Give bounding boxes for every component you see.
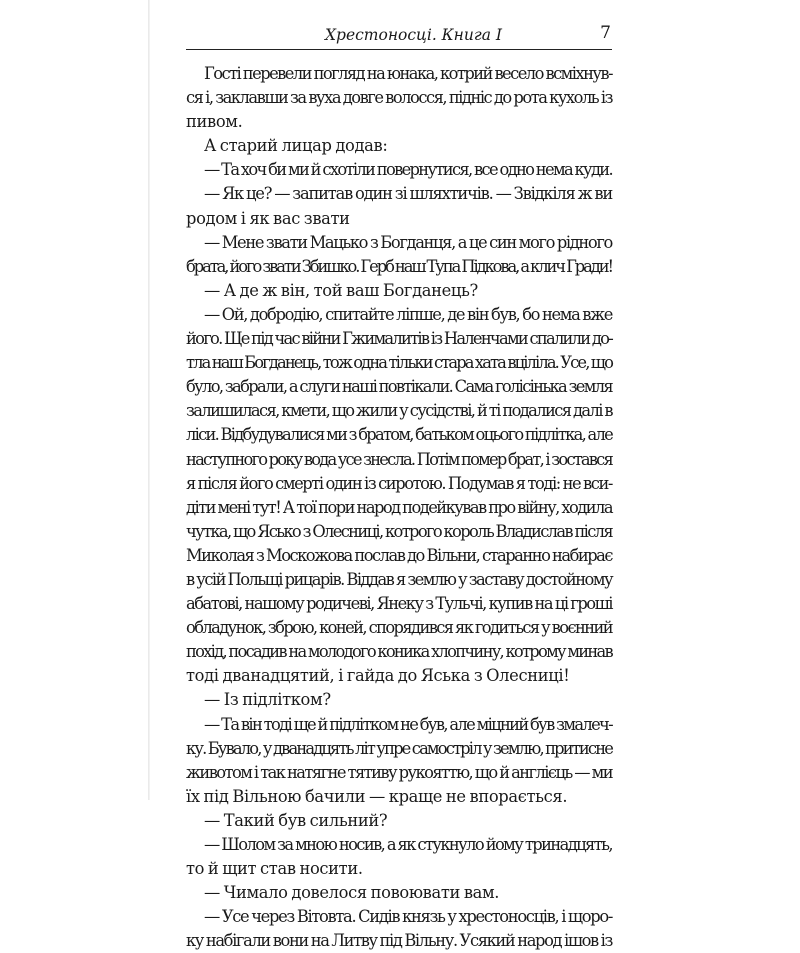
text-line: їх під Вільною бачили — краще не впорається. <box>186 786 568 806</box>
text-line: — Мене звати Мацько з Богданця, а це син мого рідного <box>204 232 612 252</box>
page-gutter-edge <box>148 0 150 800</box>
text-line: ліси. Відбудувалися ми з братом, батьком оцього підлітка, але <box>186 425 612 445</box>
text-line: похід, посадив на молодого коника хлопчину, котрому минав <box>186 642 612 662</box>
text-line: ся і, заклавши за вуха довге волосся, підніс до рота кухоль із <box>186 88 612 108</box>
text-line: — Та він тоді ще й підлітком не був, але міцний був змалеч- <box>204 714 612 734</box>
text-line: родом і як вас звати <box>186 208 350 228</box>
text-line: було, забрали, а слуги наші повтікали. Сама голісінька земля <box>186 377 612 397</box>
text-line: наступного року вода усе знесла. Потім помер брат, і зостався <box>186 449 612 469</box>
text-line: А старий лицар додав: <box>204 136 388 156</box>
text-line: ку. Бувало, у дванадцять літ упре самостріл у землю, притисне <box>186 738 612 758</box>
text-line: тоді дванадцятий, і гайда до Яська з Олесниці! <box>186 666 570 686</box>
text-line: — Із підлітком? <box>204 690 331 710</box>
text-line: — А де ж він, той ваш Богданець? <box>204 280 478 300</box>
text-line: тла наш Богданець, тож одна тільки стара хата вціліла. Усе, що <box>186 353 612 373</box>
text-line: я після його смерті один із сиротою. Подумав я тоді: не вси- <box>186 473 612 493</box>
text-line: Гості перевели погляд на юнака, котрий весело всміхнув- <box>204 64 612 83</box>
text-line: то й щит став носити. <box>186 859 363 879</box>
text-line: брата, його звати Збишко. Герб наш Тупа Підкова, а клич Гради! <box>186 256 612 276</box>
running-header <box>186 17 612 50</box>
text-line: обладунок, зброю, коней, спорядився як годиться у воєнний <box>186 618 612 638</box>
text-line: — Шолом за мною носив, а як стукнуло йому тринадцять, <box>204 835 612 854</box>
text-line: ку набігали вони на Литву під Вільну. Усякий народ ішов із <box>186 931 612 951</box>
text-line: діти мені тут! А тої пори народ подейкував про війну, ходила <box>186 497 612 517</box>
page-number: 7 <box>600 23 611 43</box>
text-line: — Та хоч би ми й схотіли повернутися, все одно нема куди. <box>204 160 612 180</box>
running-title: Хрестоносці. Книга I <box>324 26 502 44</box>
text-line: пивом. <box>186 112 243 132</box>
text-line: — Як це? — запитав один зі шляхтичів. — Звідкіля ж ви <box>204 184 612 204</box>
text-line: його. Ще під час війни Гжималитів із Наленчами спалили до- <box>186 329 612 349</box>
text-line: абатові, нашому родичеві, Янеку з Тульчі, купив на ці гроші <box>186 594 612 614</box>
text-line: — Ой, добродію, спитайте ліпше, де він був, бо нема вже <box>204 304 612 324</box>
body-text <box>186 62 612 951</box>
text-line: в усій Польщі рицарів. Віддав я землю у заставу достойному <box>186 569 612 589</box>
text-line: — Чимало довелося повоювати вам. <box>204 883 500 903</box>
text-line: — Усе через Вітовта. Сидів князь у хрестоносців, і щоро- <box>204 907 612 927</box>
text-line: Миколая з Москожова послав до Вільни, старанно набирає <box>186 545 612 565</box>
text-line: — Такий був сильний? <box>204 810 388 830</box>
text-line: животом і так натягне тятиву рукояттю, що й англієць — ми <box>186 762 612 782</box>
text-line: залишилася, кмети, що жили у сусідстві, й ті подалися далі в <box>186 401 612 421</box>
text-line: чутка, що Ясько з Олесниці, котрого король Владислав після <box>186 521 612 541</box>
